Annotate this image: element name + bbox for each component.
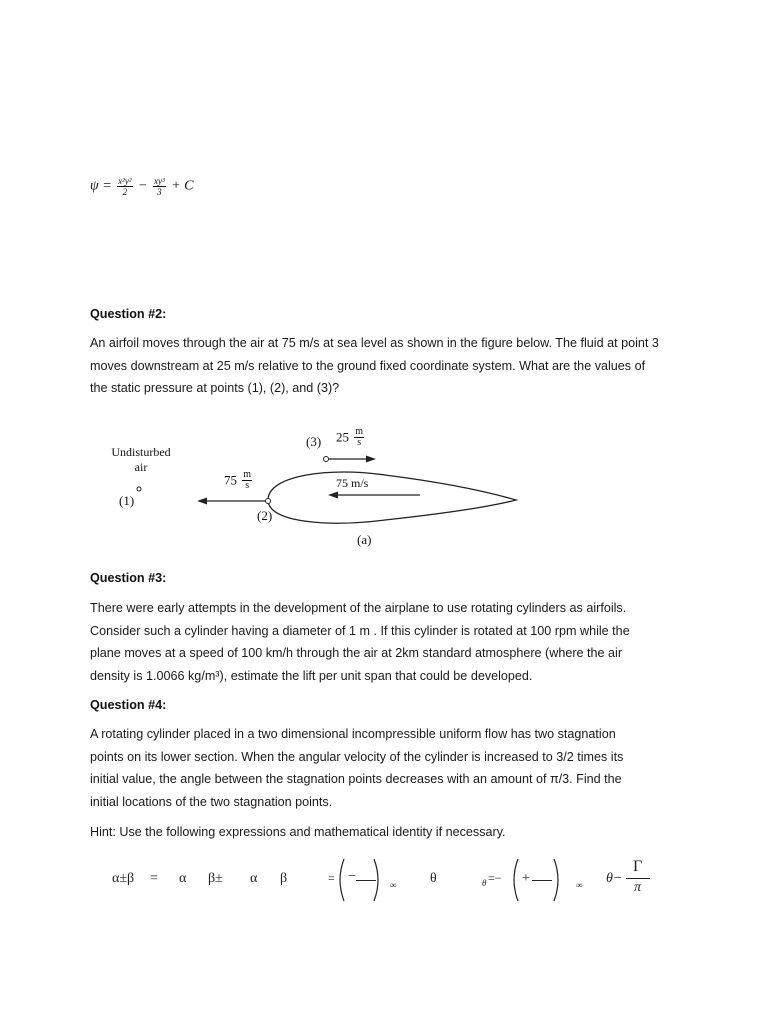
undisturbed-label: [102, 445, 180, 475]
hint-equals-minus: =−: [488, 871, 502, 885]
minus-sign: −: [138, 178, 148, 194]
hint-fraction-bar-1: [356, 880, 376, 881]
speed-25-unit-den: s: [357, 437, 362, 448]
hint-bracket-2: [508, 856, 564, 906]
question-2-line-1: An airfoil moves through the air at 75 m/s at sea level as shown in the figure below. The fluid at point 3: [90, 336, 659, 350]
term1-fraction: [117, 176, 132, 197]
airfoil-speed-label: 75 m/s: [336, 476, 369, 490]
hint-beta-pm: β±: [208, 871, 223, 886]
airfoil-diagram: [90, 415, 560, 565]
question-2-heading: Question #2:: [90, 307, 167, 321]
speed-75-unit-den: s: [245, 480, 250, 491]
hint-alpha-2: α: [250, 871, 258, 886]
undisturbed-line-1: Undisturbed: [111, 445, 171, 459]
hint-infinity-2: ∞: [576, 880, 583, 890]
psi-lhs: ψ =: [90, 178, 112, 194]
speed-25-unit-num: m: [355, 426, 364, 437]
speed-75-unit: [242, 470, 252, 491]
question-3-body: [90, 597, 700, 687]
speed-75-unit-num: m: [243, 469, 252, 480]
hint-minus-1: −: [348, 869, 356, 884]
hint-text: Hint: Use the following expressions and mathematical identity if necessary.: [90, 825, 506, 839]
point-3-label: (3): [306, 434, 322, 449]
figure-caption: (a): [357, 532, 372, 547]
speed-75-label: [224, 470, 254, 491]
question-2-line-3: the static pressure at points (1), (2), and (3)?: [90, 381, 340, 395]
question-3-line-2: Consider such a cylinder having a diameter of 1 m . If this cylinder is rotated at 100 rpm while the: [90, 623, 630, 638]
question-4-heading: Question #4:: [90, 698, 167, 712]
question-4-body: [90, 723, 700, 813]
hint-plus: +: [522, 871, 530, 886]
question-3-heading: Question #3:: [90, 571, 167, 585]
question-3-line-4: density is 1.0066 kg/m³), estimate the lift per unit span that could be developed.: [90, 668, 533, 683]
hint-fraction-bar-2: [532, 880, 552, 881]
term2-denominator: 3: [157, 187, 162, 197]
hint-equals-2: =: [328, 871, 335, 885]
question-4-line-4: initial locations of the two stagnation points.: [90, 794, 333, 809]
point-1-label: (1): [119, 493, 135, 508]
hint-gamma: Γ: [633, 858, 643, 875]
speed-75-value: 75: [224, 472, 237, 488]
point-1-marker: [137, 487, 141, 491]
hint-alpha-1: α: [179, 871, 187, 886]
term2-fraction: [153, 176, 166, 197]
stream-function-equation: [90, 176, 193, 197]
hint-alpha-pm-beta: α±β: [112, 871, 135, 886]
question-2-body: [90, 332, 690, 400]
term1-denominator: 2: [122, 187, 128, 197]
speed-25-unit: [354, 427, 364, 448]
speed-25-value: 25: [336, 429, 349, 445]
hint-bracket-1: [334, 856, 384, 906]
question-4-line-2: points on its lower section. When the angular velocity of the cylinder is increased to 3/2 times its: [90, 749, 624, 764]
hint-theta-1: θ: [430, 871, 437, 886]
hint-theta-sub: θ: [482, 878, 487, 888]
point-3-marker: [324, 457, 329, 462]
hint-infinity-1: ∞: [390, 880, 397, 890]
airfoil-figure: [90, 415, 560, 565]
undisturbed-line-2: air: [134, 460, 148, 474]
point-2-marker: [266, 499, 271, 504]
question-4-line-1: A rotating cylinder placed in a two dimensional incompressible uniform flow has two stagnation: [90, 727, 616, 741]
term1-numerator: x²y²: [118, 176, 132, 186]
hint-pi: π: [634, 880, 642, 895]
hint-fraction-bar-3: [626, 878, 650, 879]
question-3-line-3: plane moves at a speed of 100 km/h through the air at 2km standard atmosphere (where the air: [90, 646, 623, 660]
point-2-label: (2): [257, 508, 273, 523]
hint-equals-1: =: [150, 871, 158, 886]
speed-25-label: [336, 427, 366, 448]
hint-expressions: [90, 852, 690, 902]
psi-tail: + C: [171, 178, 194, 194]
question-3-line-1: There were early attempts in the development of the airplane to use rotating cylinders as airfoils.: [90, 601, 627, 615]
airfoil-shape: [268, 472, 516, 523]
hint-theta-minus: θ−: [606, 871, 623, 886]
question-4-line-3: initial value, the angle between the stagnation points decreases with an amount of π/3. Find the: [90, 772, 622, 786]
hint-beta-2: β: [280, 871, 288, 886]
question-2-line-2: moves downstream at 25 m/s relative to the ground fixed coordinate system. What are the values of: [90, 358, 646, 373]
term2-numerator: xy³: [154, 176, 165, 186]
